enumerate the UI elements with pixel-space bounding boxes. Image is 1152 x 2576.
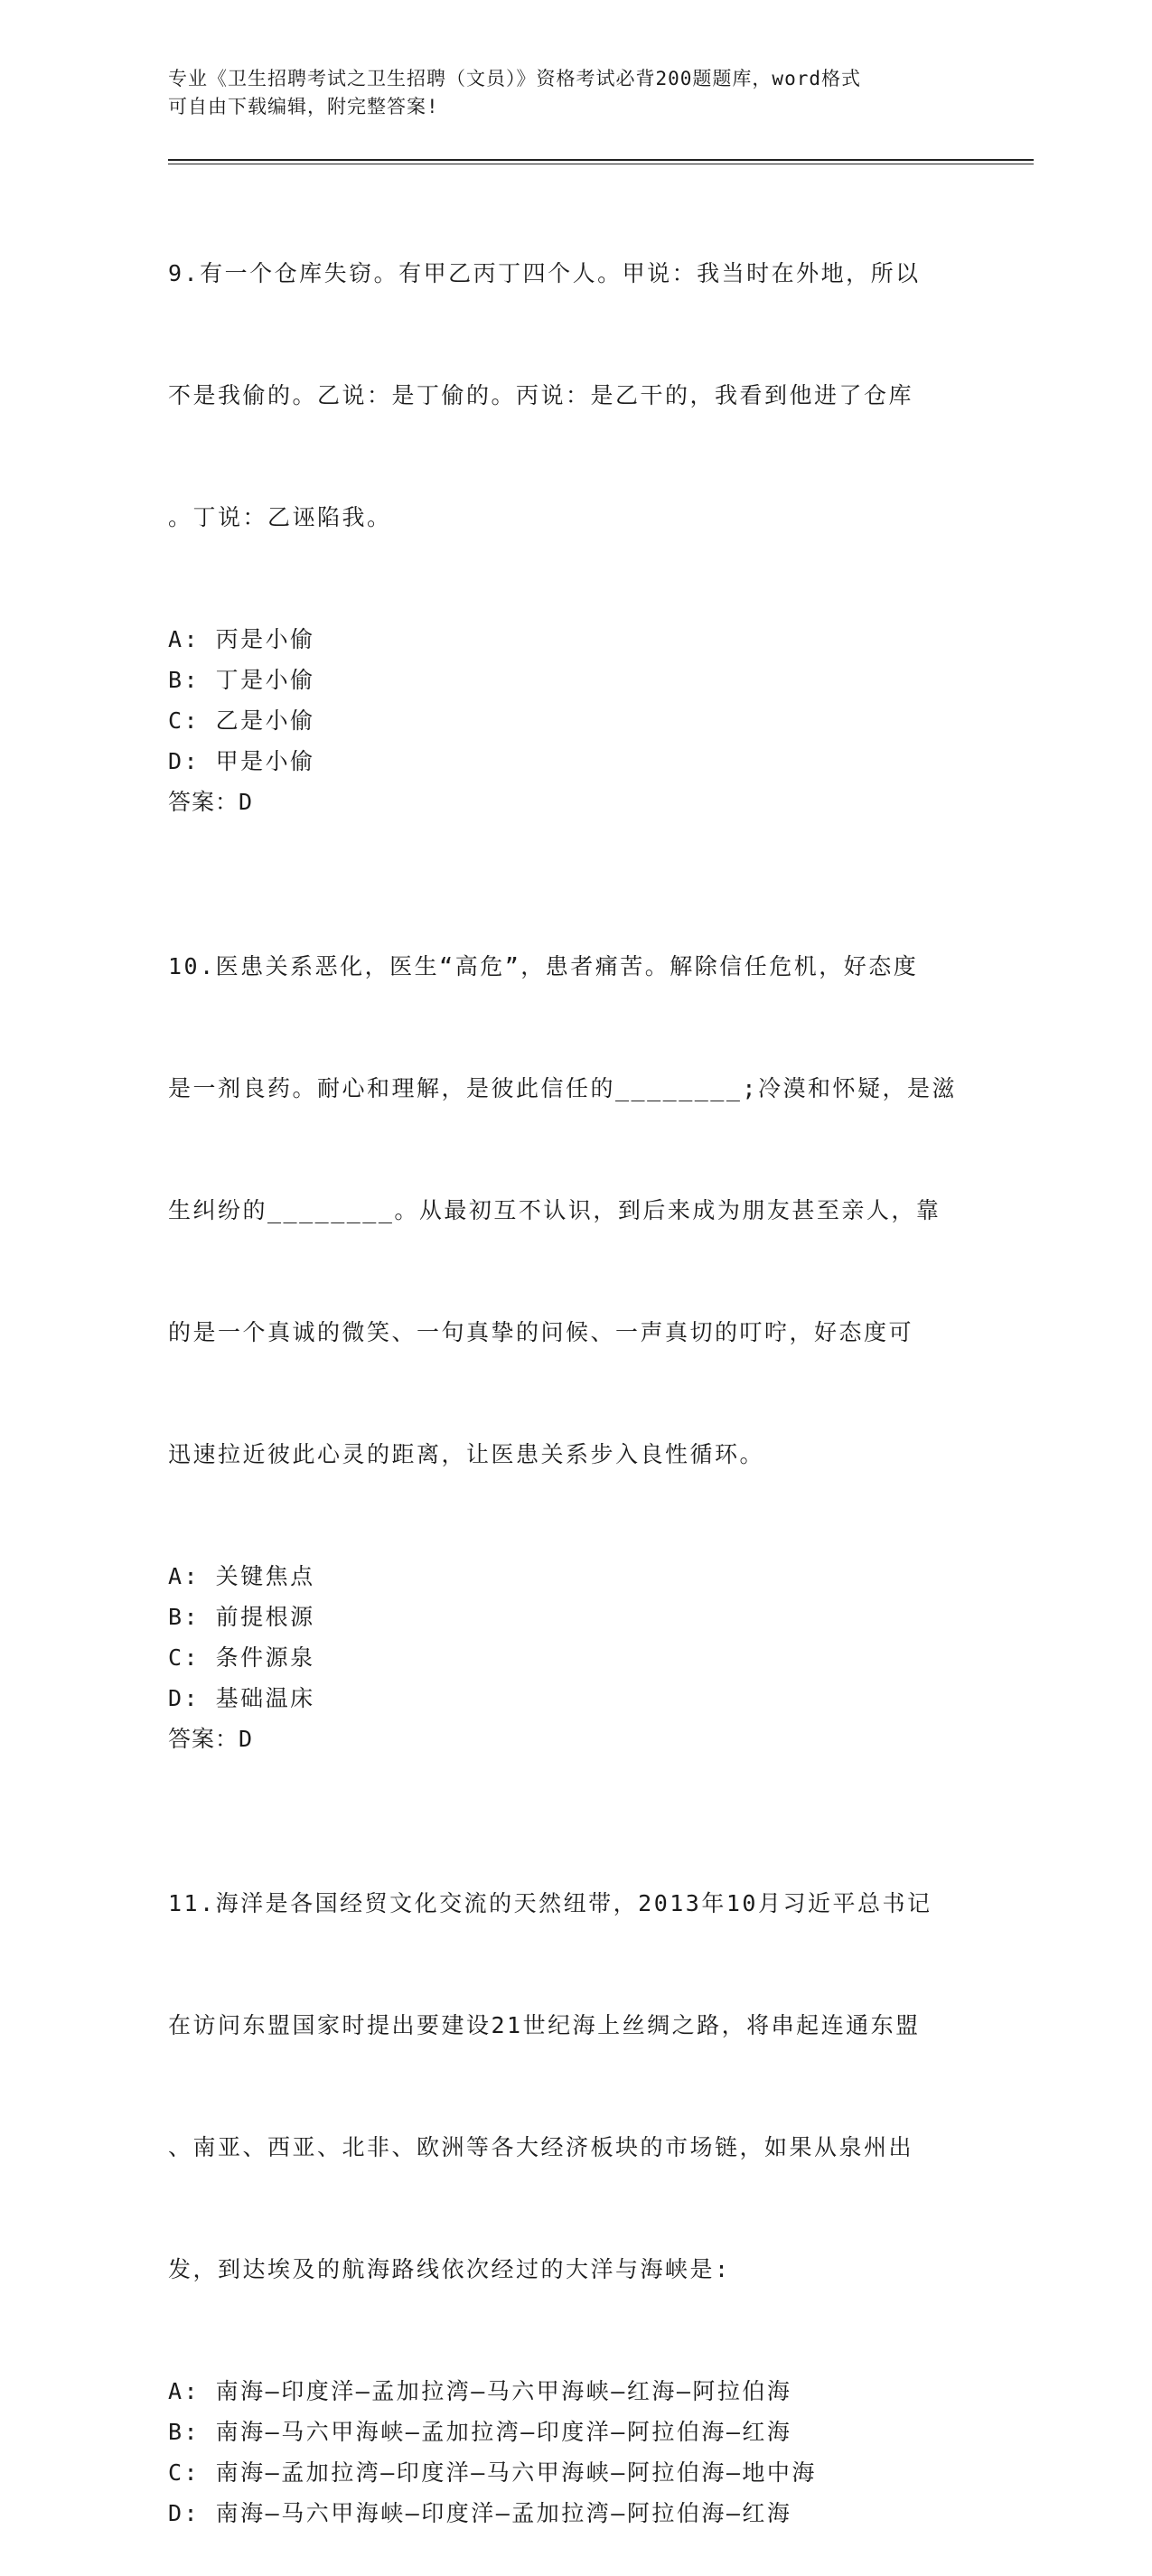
header-line-1: 专业《卫生招聘考试之卫生招聘（文员）》资格考试必背200题题库，word格式 <box>168 68 861 89</box>
stem-line: 是一剂良药。耐心和理解，是彼此信任的________;冷漠和怀疑，是滋 <box>168 1075 957 1101</box>
header-line-2: 可自由下载编辑，附完整答案! <box>168 96 439 117</box>
option-a: A: 关键焦点 <box>168 1563 315 1589</box>
stem-line: 9.有一个仓库失窃。有甲乙丙丁四个人。甲说：我当时在外地，所以 <box>168 260 921 286</box>
option-b: B: 前提根源 <box>168 1604 315 1630</box>
stem-line: 迅速拉近彼此心灵的距离，让医患关系步入良性循环。 <box>168 1441 765 1467</box>
stem-line: 的是一个真诚的微笑、一句真挚的问候、一声真切的叮咛，好态度可 <box>168 1319 914 1345</box>
question-stem <box>168 172 963 619</box>
option-d: D: 基础温床 <box>168 1685 315 1711</box>
document-header <box>168 65 963 121</box>
answer-label: 答案： <box>168 1726 239 1752</box>
stem-line: 11.海洋是各国经贸文化交流的天然纽带，2013年10月习近平总书记 <box>168 1890 932 1916</box>
stem-line: 10.医患关系恶化，医生“高危”，患者痛苦。解除信任危机，好态度 <box>168 953 919 979</box>
question-10 <box>168 865 963 1759</box>
option-b: B: 丁是小偷 <box>168 667 315 693</box>
stem-line: 在访问东盟国家时提出要建设21世纪海上丝绸之路，将串起连通东盟 <box>168 2012 921 2038</box>
stem-line: 生纠纷的________。从最初互不认识，到后来成为朋友甚至亲人，靠 <box>168 1197 941 1223</box>
stem-line: 、南亚、西亚、北非、欧洲等各大经济板块的市场链，如果从泉州出 <box>168 2134 914 2160</box>
option-d: D: 南海—马六甲海峡—印度洋—孟加拉湾—阿拉伯海—红海 <box>168 2500 792 2526</box>
option-a: A: 丙是小偷 <box>168 626 315 652</box>
option-c: C: 乙是小偷 <box>168 707 315 734</box>
question-11 <box>168 1802 963 2534</box>
question-9 <box>168 172 963 822</box>
question-list <box>168 172 963 2576</box>
answer <box>168 1719 963 1759</box>
question-stem <box>168 1802 963 2371</box>
option-d: D: 甲是小偷 <box>168 748 315 774</box>
option-c: C: 南海—孟加拉湾—印度洋—马六甲海峡—阿拉伯海—地中海 <box>168 2459 817 2486</box>
answer-label: 答案： <box>168 789 239 815</box>
option-c: C: 条件源泉 <box>168 1644 315 1671</box>
option-a: A: 南海—印度洋—孟加拉湾—马六甲海峡—红海—阿拉伯海 <box>168 2378 792 2404</box>
question-stem <box>168 865 963 1556</box>
header-divider-thick <box>168 159 1034 161</box>
stem-line: 不是我偷的。乙说：是丁偷的。丙说：是乙干的，我看到他进了仓库 <box>168 382 914 408</box>
stem-line: 。丁说：乙诬陷我。 <box>168 504 392 530</box>
answer <box>168 782 963 822</box>
stem-line: 发，到达埃及的航海路线依次经过的大洋与海峡是: <box>168 2256 731 2282</box>
answer-value: D <box>239 1726 254 1752</box>
answer-value: D <box>239 789 254 815</box>
option-b: B: 南海—马六甲海峡—孟加拉湾—印度洋—阿拉伯海—红海 <box>168 2419 792 2445</box>
